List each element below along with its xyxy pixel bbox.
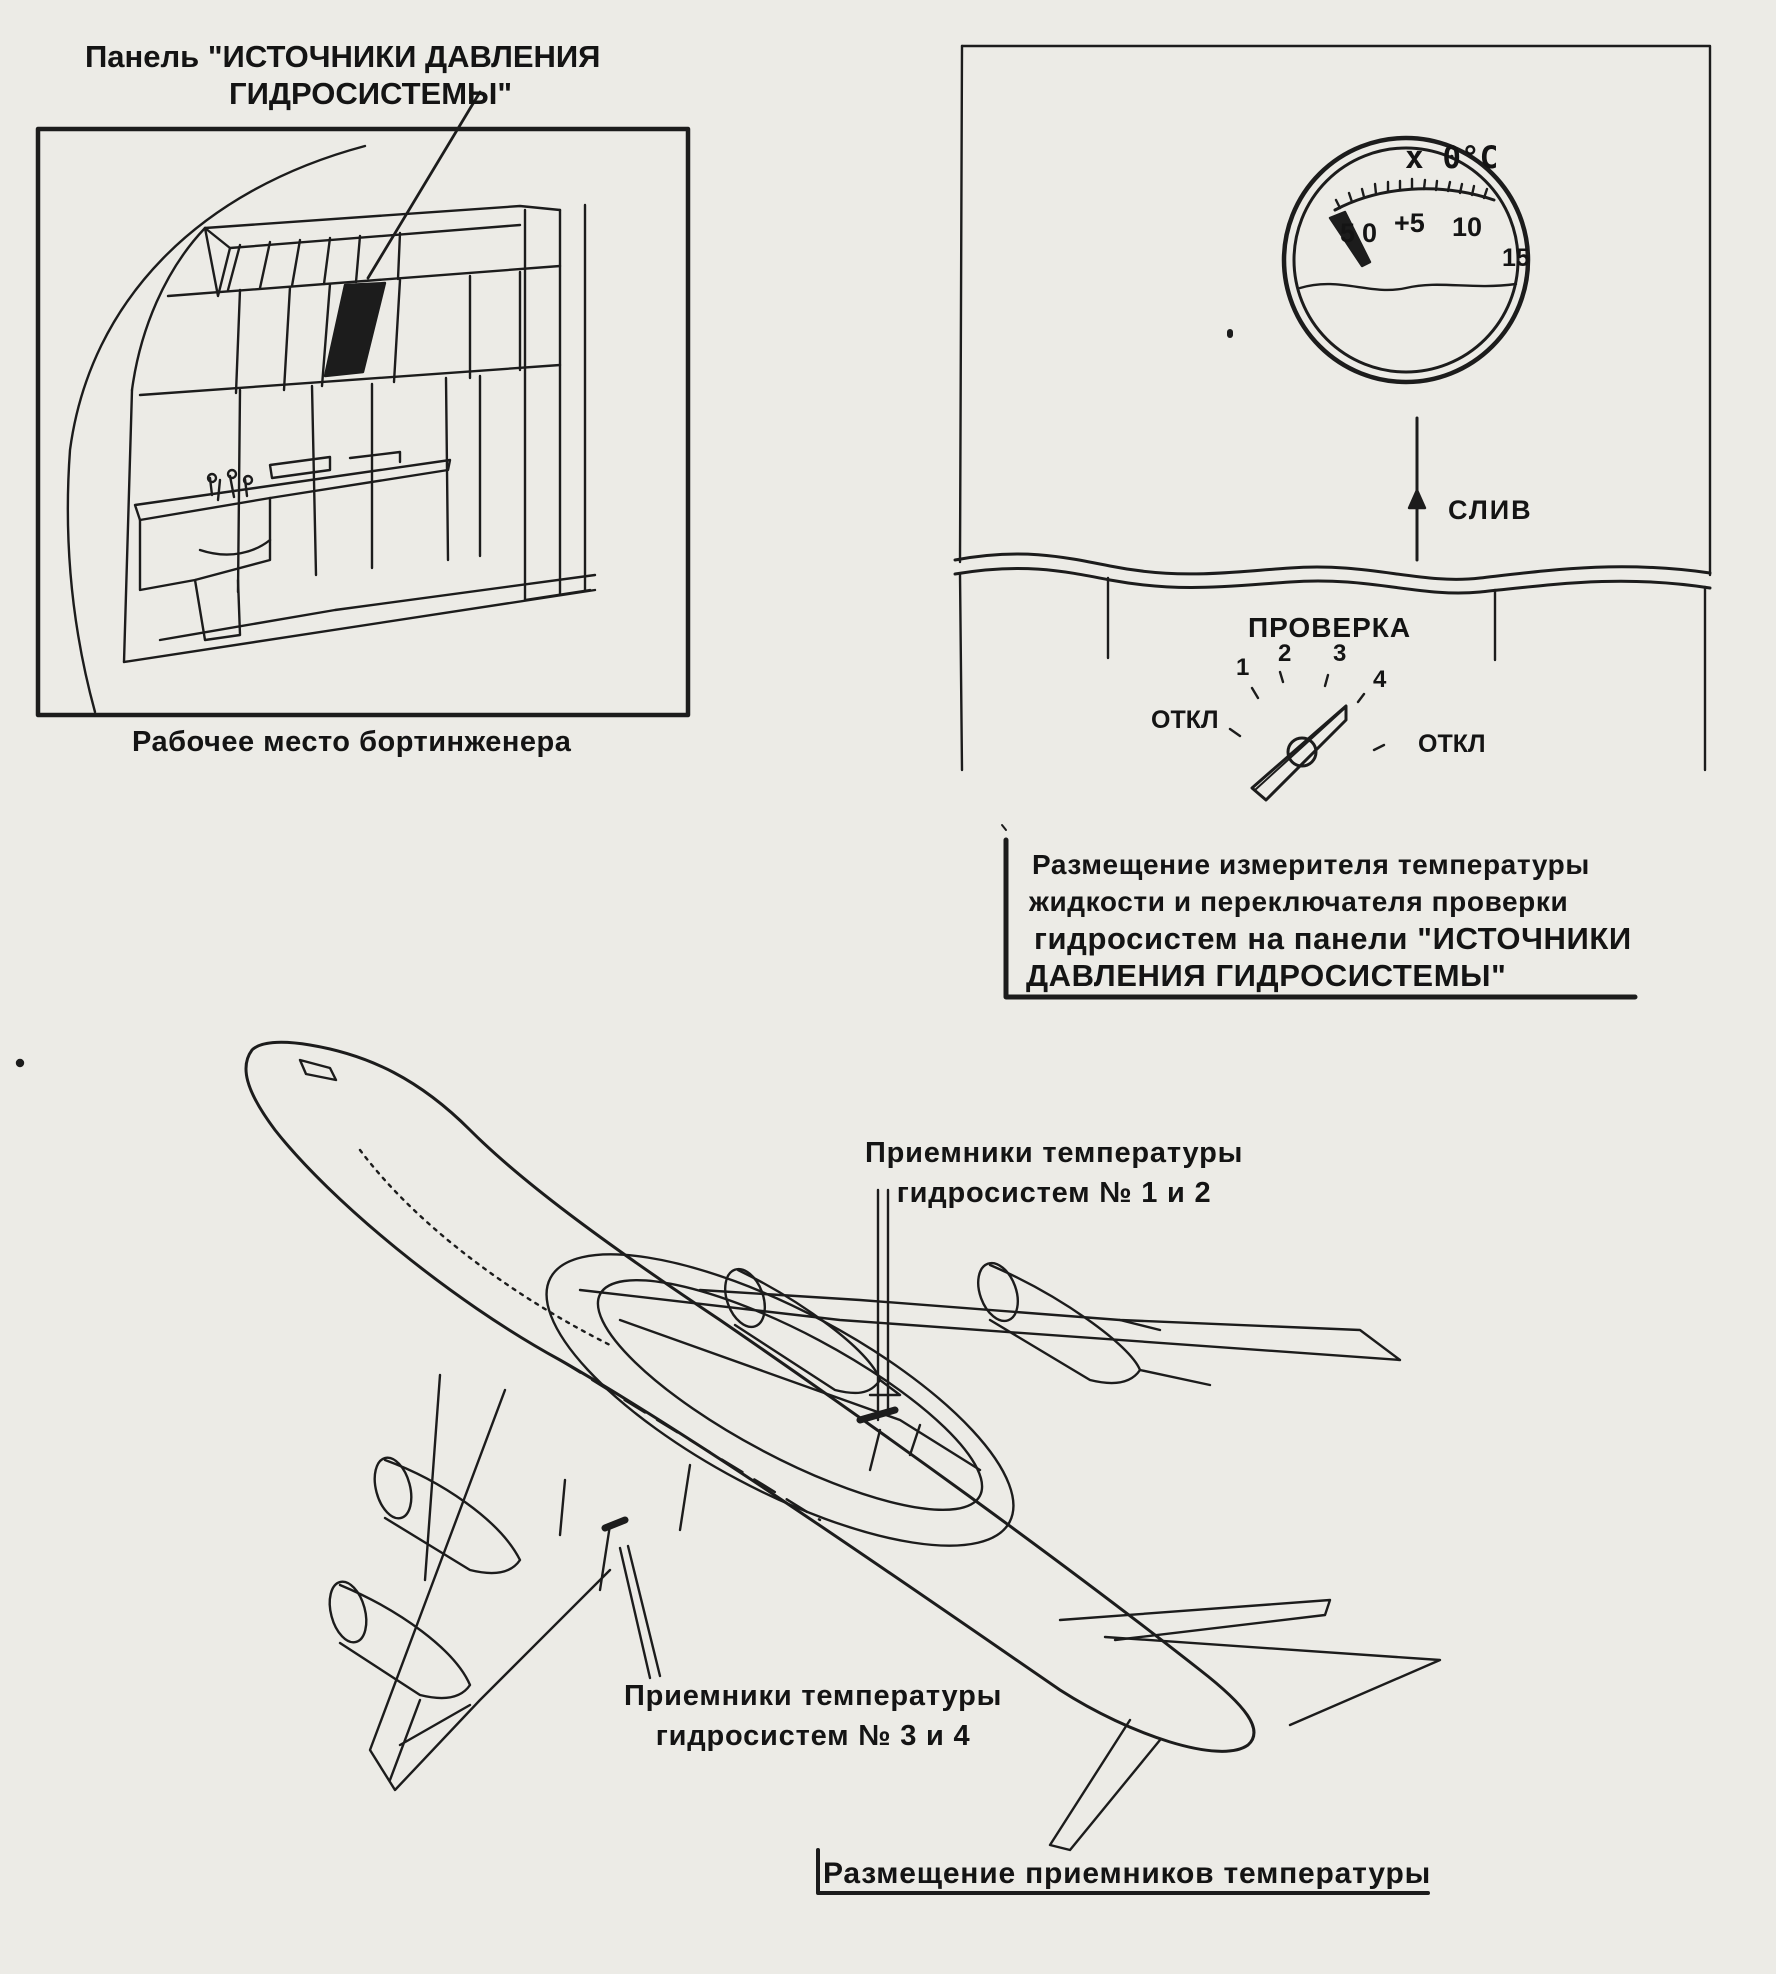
gauge-scale-label: 0 [1362,218,1378,248]
switch-off-left-label: ОТКЛ [1151,706,1219,734]
receivers-12-line1: Приемники температуры [865,1137,1244,1169]
switch-position-label: 1 [1236,654,1250,681]
cockpit-panel-label-line1: Панель "ИСТОЧНИКИ ДАВЛЕНИЯ [85,39,601,74]
cockpit-illustration [38,92,688,715]
receivers-12-line2: гидросистем № 1 и 2 [896,1177,1212,1209]
cockpit-panel-label-line2: ГИДРОСИСТЕМЫ" [229,76,513,111]
hydraulic-panel-illustration [955,46,1710,800]
check-switch-knob[interactable] [1252,706,1346,800]
receivers-34-label [624,1676,1002,1756]
drain-label: СЛИВ [1448,495,1533,525]
gauge-scale-label: 5 [1340,218,1356,248]
cockpit-caption: Рабочее место бортинженера [132,726,572,758]
panel-caption-line1: Размещение измерителя температуры [1032,849,1590,880]
check-switch-title: ПРОВЕРКА [1248,612,1412,643]
switch-position-label: 2 [1278,640,1292,667]
switch-off-right-label: ОТКЛ [1418,730,1486,758]
engine-outer-left [324,1578,470,1698]
receivers-caption: Размещение приемников температуры [823,1857,1432,1890]
gauge-unit-label: x 0°C [1405,140,1499,176]
receivers-34-line2: гидросистем № 3 и 4 [655,1720,971,1752]
cockpit-panel-label [85,38,600,112]
switch-position-label: 3 [1333,640,1347,667]
panel-caption-line3: гидросистем на панели "ИСТОЧНИКИ [1034,921,1632,956]
engine-inner-left [369,1454,520,1573]
switch-position-label: 4 [1373,666,1387,693]
gauge-scale-label: 10 [1452,212,1483,242]
panel-caption [1016,846,1632,994]
panel-caption-line4: ДАВЛЕНИЯ ГИДРОСИСТЕМЫ" [1026,958,1507,993]
gauge-scale-label: +5 [1394,208,1425,238]
receivers-12-label [865,1133,1243,1213]
engine-inner-right [718,1264,900,1395]
receivers-34-line1: Приемники температуры [624,1680,1003,1712]
panel-caption-line2: жидкости и переключателя проверки [1029,886,1569,917]
gauge-scale-label: 15 [1502,244,1530,272]
